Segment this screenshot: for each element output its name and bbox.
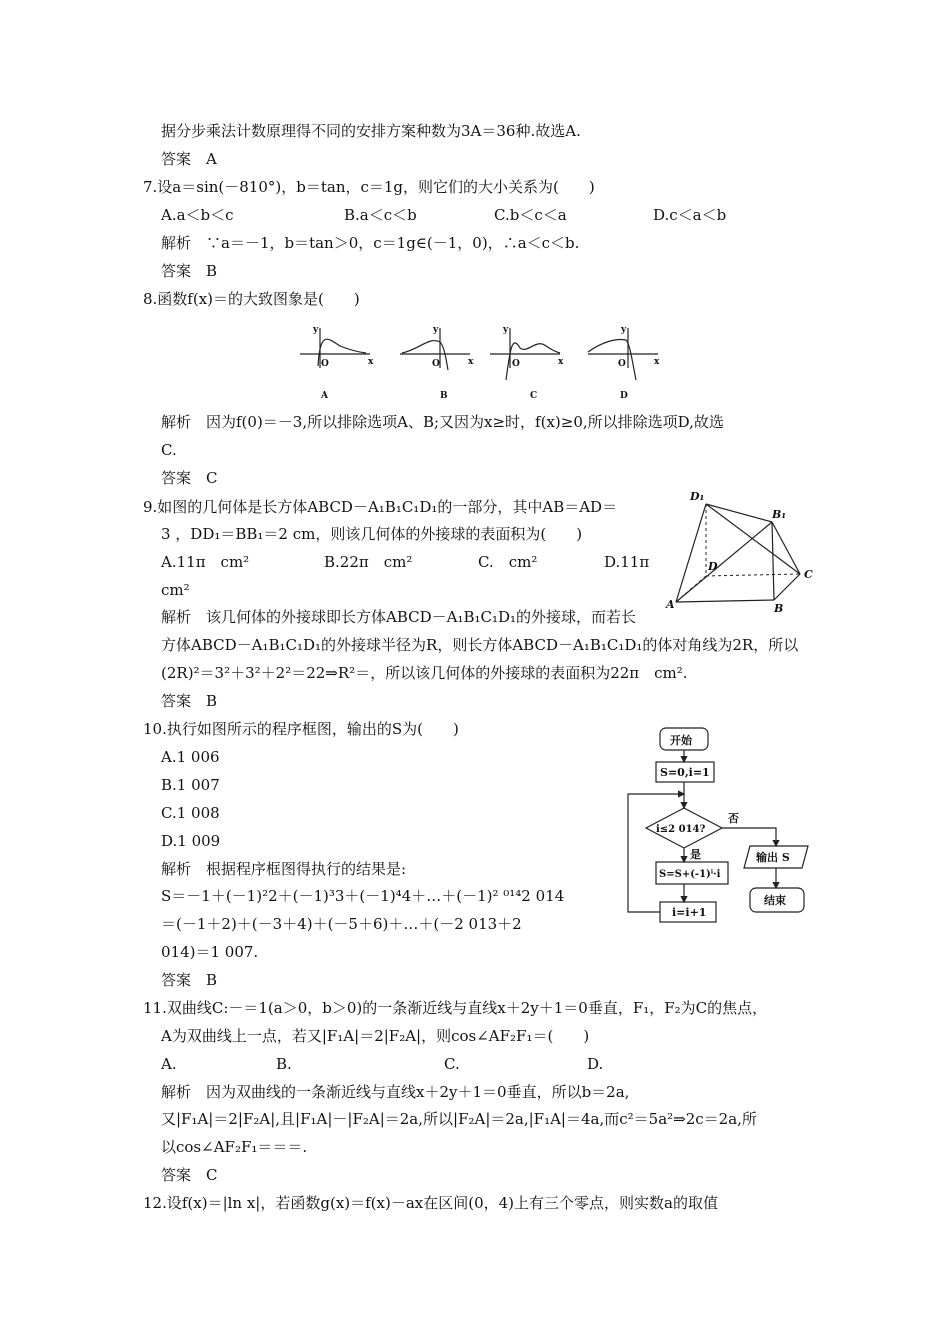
q10-solution-cont3: 014)＝1 007. [161, 943, 259, 961]
flow-increment: i=i+1 [672, 906, 707, 919]
q9-option-d: D.11π [604, 553, 650, 571]
text-line: 据分步乘法计数原理得不同的安排方案种数为3A＝36种.故选A. [161, 122, 581, 140]
question-10: 10.执行如图所示的程序框图，输出的S为( ) [143, 720, 459, 738]
q9-solution: 解析 该几何体的外接球即长方体ABCD－A₁B₁C₁D₁的外接球，而若长 [161, 608, 637, 626]
flow-start: 开始 [670, 734, 692, 747]
function-graphs [290, 320, 670, 402]
graph-d-y: y [621, 325, 627, 335]
question-9-cont: 3 ，DD₁＝BB₁＝2 cm，则该几何体的外接球的表面积为( ) [161, 525, 583, 543]
q10-option-c: C.1 008 [161, 804, 220, 822]
q7-option-d: D.c＜a＜b [653, 206, 727, 224]
graph-b-origin: O [432, 359, 440, 369]
question-9: 9.如图的几何体是长方体ABCD－A₁B₁C₁D₁的一部分，其中AB＝AD＝ [143, 498, 618, 516]
q9-solution-cont: 方体ABCD－A₁B₁C₁D₁的外接球半径为R，则长方体ABCD－A₁B₁C₁D₁的体对角线为2R，所以 [161, 636, 799, 654]
q9-solution-cont2: (2R)²＝3²＋3²＋2²＝22⇒R²＝，所以该几何体的外接球的表面积为22π cm². [161, 664, 688, 682]
q9-option-c: C. cm² [478, 553, 538, 571]
q7-solution: 解析 ∵a＝－1，b＝tan＞0，c＝1g∈(－1，0)，∴a＜c＜b. [161, 234, 580, 252]
question-12: 12.设f(x)＝|ln x|，若函数g(x)＝f(x)－ax在区间(0，4)上有三个零点，则实数a的取值 [143, 1194, 718, 1212]
graph-c-y: y [503, 325, 509, 335]
q11-option-a: A. [161, 1055, 177, 1073]
solid-figure [664, 488, 824, 618]
q11-solution-cont: 又|F₁A|＝2|F₂A|,且|F₁A|－|F₂A|＝2a,所以|F₂A|＝2a,|F₁A|＝4a,而c²＝5a²⇒2c＝2a,所 [161, 1110, 757, 1128]
question-11-cont: A为双曲线上一点，若又|F₁A|＝2|F₂A|，则cos∠AF₂F₁＝( ) [161, 1027, 590, 1045]
graph-label-d: D [620, 391, 628, 401]
q11-option-c: C. [444, 1055, 460, 1073]
q10-option-b: B.1 007 [161, 776, 220, 794]
graph-label-c: C [530, 391, 538, 401]
answer-line: 答案 A [161, 150, 217, 168]
graph-b-x: x [468, 357, 474, 367]
q7-option-b: B.a＜c＜b [344, 206, 417, 224]
q9-option-a: A.11π cm² [161, 553, 250, 571]
flow-yes: 是 [690, 848, 701, 861]
q10-option-a: A.1 006 [161, 748, 220, 766]
q10-solution: 解析 根据程序框图得执行的结果是: [161, 860, 407, 878]
graph-label-b: B [440, 391, 448, 401]
q10-option-d: D.1 009 [161, 832, 221, 850]
q7-answer: 答案 B [161, 262, 218, 280]
flow-end: 结束 [764, 894, 786, 907]
flow-condition: i≤2 014? [656, 824, 706, 835]
graph-c-x: x [558, 357, 564, 367]
vertex-a: A [666, 598, 675, 611]
question-8: 8.函数f(x)＝的大致图象是( ) [143, 290, 360, 308]
q7-option-c: C.b＜c＜a [494, 206, 567, 224]
flow-init: S=0,i=1 [660, 766, 710, 779]
q11-option-d: D. [587, 1055, 604, 1073]
flow-no: 否 [728, 812, 739, 825]
q9-option-d-unit: cm² [161, 581, 190, 599]
q8-answer: 答案 C [161, 469, 218, 487]
vertex-d: D [708, 560, 718, 573]
graph-d-x: x [654, 357, 660, 367]
flow-body: S=S+(-1)ⁱ·i [659, 869, 721, 880]
q8-solution: 解析 因为f(0)＝－3,所以排除选项A、B;又因为x≥时，f(x)≥0,所以排除选项D,故选 [161, 413, 724, 431]
question-11: 11.双曲线C:－＝1(a＞0，b＞0)的一条渐近线与直线x＋2y＋1＝0垂直，F₁，F₂为C的焦点， [143, 999, 768, 1017]
q7-option-a: A.a＜b＜c [161, 206, 234, 224]
graph-b-y: y [433, 325, 439, 335]
q11-solution-cont2: 以cos∠AF₂F₁＝＝＝. [161, 1138, 308, 1156]
q9-option-b: B.22π cm² [324, 553, 413, 571]
vertex-b1: B₁ [772, 508, 787, 521]
graph-d-origin: O [618, 359, 626, 369]
graph-a-origin: O [321, 359, 329, 369]
graph-a-x: x [368, 357, 374, 367]
graph-label-a: A [321, 391, 328, 401]
question-7: 7.设a＝sin(－810°)，b＝tan，c＝1g，则它们的大小关系为( ) [143, 178, 595, 196]
q10-solution-cont2: ＝(－1＋2)＋(－3＋4)＋(－5＋6)＋…＋(－2 013＋2 [161, 915, 522, 933]
vertex-d1: D₁ [690, 490, 705, 503]
flowchart [624, 722, 820, 936]
q10-solution-cont: S＝－1＋(－1)²2＋(－1)³3＋(－1)⁴4＋…＋(－1)² ⁰¹⁴2 014 [161, 887, 565, 905]
vertex-b: B [774, 602, 784, 615]
q11-option-b: B. [276, 1055, 292, 1073]
q11-solution: 解析 因为双曲线的一条渐近线与直线x＋2y＋1＝0垂直，所以b＝2a, [161, 1083, 630, 1101]
flow-output: 输出 S [756, 851, 790, 864]
q9-answer: 答案 B [161, 692, 218, 710]
vertex-c: C [804, 568, 813, 581]
q8-solution-cont: C. [161, 441, 177, 459]
graph-c-origin: O [512, 359, 520, 369]
q10-answer: 答案 B [161, 971, 218, 989]
q11-answer: 答案 C [161, 1166, 218, 1184]
graph-a-y: y [313, 325, 319, 335]
